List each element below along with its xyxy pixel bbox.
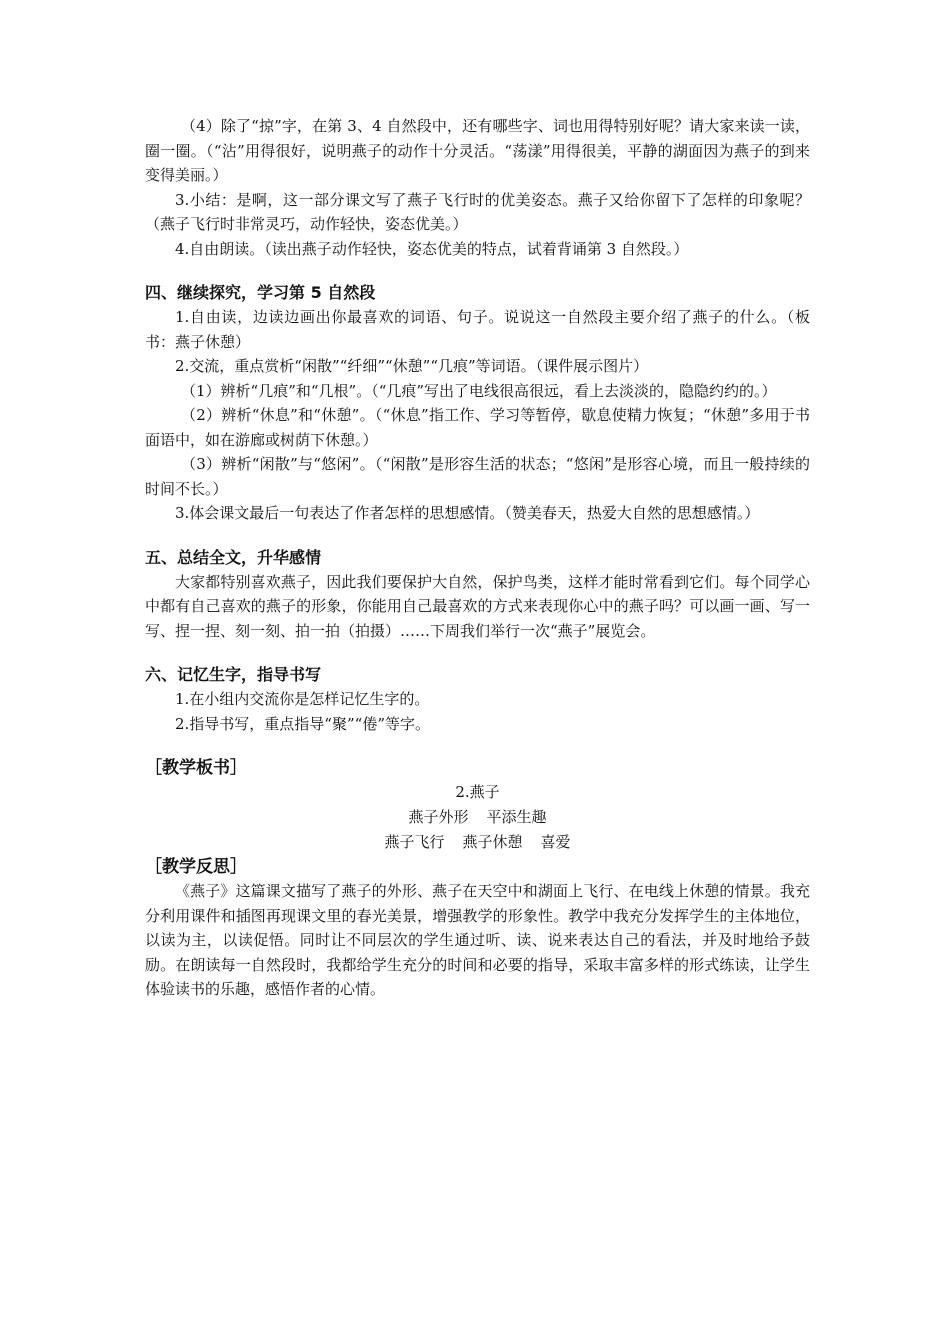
section-heading-6: 六、记忆生字，指导书写 <box>145 665 322 684</box>
paragraph-reflection: 《燕子》这篇课文描写了燕子的外形、燕子在天空中和湖面上飞行、在电线上休憩的情景。我充分利用课件和插图再现课文里的春光美景，增强教学的形象性。教学中我充分发挥学生的主体地位，以读为主，以读促悟。同时让不同层次的学生通过听、读、说来表达自己的看法，并及时地给予鼓励。在朗读每一自然段时，我都给学生充分的时间和必要的指导，采取丰富多样的形式练读，让学生体验读书的乐趣，感悟作者的心情。 <box>145 882 810 998</box>
board-resting: 燕子休憩 <box>462 833 523 851</box>
paragraph-sec4-2: 2.交流，重点赏析“闲散”“纤细”“休憩”“几痕”等词语。（课件展示图片） <box>175 357 649 375</box>
board-heading: ［教学板书］ <box>145 758 247 778</box>
board-flying: 燕子飞行 <box>384 833 445 851</box>
paragraph-sec6-1: 1.在小组内交流你是怎样记忆生字的。 <box>175 690 430 708</box>
paragraph-sec4-3: 3.体会课文最后一句表达了作者怎样的思想感情。（赞美春天，热爱大自然的思想感情。） <box>175 504 760 522</box>
document-page <box>145 114 810 1002</box>
paragraph-sec4-2-1: （1）辨析“几痕”和“几根”。（“几痕”写出了电线很高很远，看上去淡淡的，隐隐约约的。） <box>181 381 777 400</box>
section-heading-4: 四、继续探究，学习第 5 自然段 <box>145 283 376 302</box>
paragraph-sec5-1: 大家都特别喜欢燕子，因此我们要保护大自然，保护鸟类，这样才能时常看到它们。每个同学心中都有自己喜欢的燕子的形象，你能用自己最喜欢的方式来表现你心中的燕子吗？可以画一画、写一写、捏一捏、刻一刻、拍一拍（拍摄）……下周我们举行一次“燕子”展览会。 <box>145 572 810 640</box>
section-heading-5: 五、总结全文，升华感情 <box>145 547 322 567</box>
board-love: 喜爱 <box>540 833 571 851</box>
paragraph-sec4-2-3: （3）辨析“闲散”与“悠闲”。（“闲散”是形容生活的状态；“悠闲”是形容心境，而且一般持续的时间不长。） <box>145 455 810 498</box>
paragraph-sec3-summary: 3.小结：是啊，这一部分课文写了燕子飞行时的优美姿态。燕子又给你留下了怎样的印象呢？（燕子飞行时非常灵巧，动作轻快，姿态优美。） <box>145 190 810 233</box>
paragraph-sec3-q4: （4）除了“掠”字，在第 3、4 自然段中，还有哪些字、词也用得特别好呢？请大家来读一读，圈一圈。（“沾”用得很好，说明燕子的动作十分灵活。“荡漾”用得很美，平静的湖面因为燕子的到来变得美丽。） <box>145 117 810 184</box>
paragraph-sec4-2-2: （2）辨析“休息”和“休憩”。（“休息”指工作、学习等暂停，歇息使精力恢复；“休憩”多用于书面语中，如在游廊或树荫下休憩。） <box>145 406 810 449</box>
paragraph-sec3-free-reading: 4.自由朗读。（读出燕子动作轻快，姿态优美的特点，试着背诵第 3 自然段。） <box>175 239 689 258</box>
board-add-interest: 平添生趣 <box>486 808 547 826</box>
board-line-2 <box>145 805 810 830</box>
reflection-heading: ［教学反思］ <box>145 857 247 877</box>
board-line-3 <box>145 830 810 855</box>
paragraph-sec4-1: 1.自由读，边读边画出你最喜欢的词语、句子。说说这一自然段主要介绍了燕子的什么。（板书：燕子休憩） <box>145 308 810 351</box>
board-appearance: 燕子外形 <box>408 808 469 826</box>
paragraph-sec6-2: 2.指导书写，重点指导“聚”“倦”等字。 <box>175 714 430 733</box>
board-line-title: 2.燕子 <box>455 783 500 801</box>
